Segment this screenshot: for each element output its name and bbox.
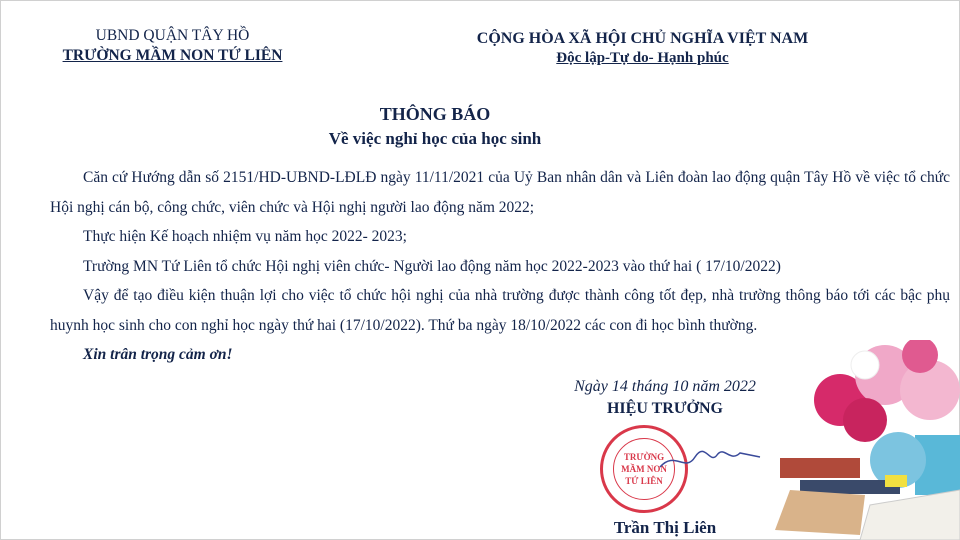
school-name: TRƯỜNG MẦM NON TỨ LIÊN <box>62 47 283 64</box>
paragraph: Vậy để tạo điều kiện thuận lợi cho việc tổ chức hội nghị của nhà trường được thành công tốt đẹp, nhà trường thông báo tới các bậc phụ huynh học sinh cho con nghỉ học ngày thứ hai (17/10/2022). Thứ ba ngày 18/10/2022 các con đi học bình thường. <box>50 287 950 334</box>
doc-subtitle: Về việc nghỉ học của học sinh <box>328 129 542 148</box>
stamp-text: TRƯỜNG MẦM NON TỨ LIÊN <box>613 438 675 500</box>
paragraph: Thực hiện Kế hoạch nhiệm vụ năm học 2022- 2023; <box>83 228 407 245</box>
paragraph: Căn cứ Hướng dẫn số 2151/HD-UBND-LĐLĐ ngày 11/11/2021 của Uỷ Ban nhân dân và Liên đoàn lao động quận Tây Hồ về việc tổ chức Hội nghị cán bộ, công chức, viên chức và Hội nghị người lao động năm 2022; <box>50 169 950 216</box>
signature-date: Ngày 14 tháng 10 năm 2022 <box>574 378 756 395</box>
motto: Độc lập-Tự do- Hạnh phúc <box>556 50 729 66</box>
closing: Xin trân trọng cảm ơn! <box>83 346 233 363</box>
doc-title: THÔNG BÁO <box>379 104 491 124</box>
doc-body <box>50 163 950 370</box>
handwritten-signature <box>655 445 765 475</box>
flowers-books-illustration <box>770 340 960 540</box>
header-left <box>40 27 305 65</box>
nation-title: CỘNG HÒA XÃ HỘI CHỦ NGHĨA VIỆT NAM <box>476 30 809 47</box>
paragraph: Trường MN Tứ Liên tổ chức Hội nghị viên chức- Người lao động năm học 2022-2023 vào thứ hai ( 17/10/2022) <box>83 257 781 275</box>
header-right <box>440 30 845 67</box>
agency-name: UBND QUẬN TÂY HỒ <box>95 27 250 44</box>
signature-position: HIỆU TRƯỞNG <box>606 400 723 417</box>
signer-name: Trần Thị Liên <box>613 518 717 537</box>
